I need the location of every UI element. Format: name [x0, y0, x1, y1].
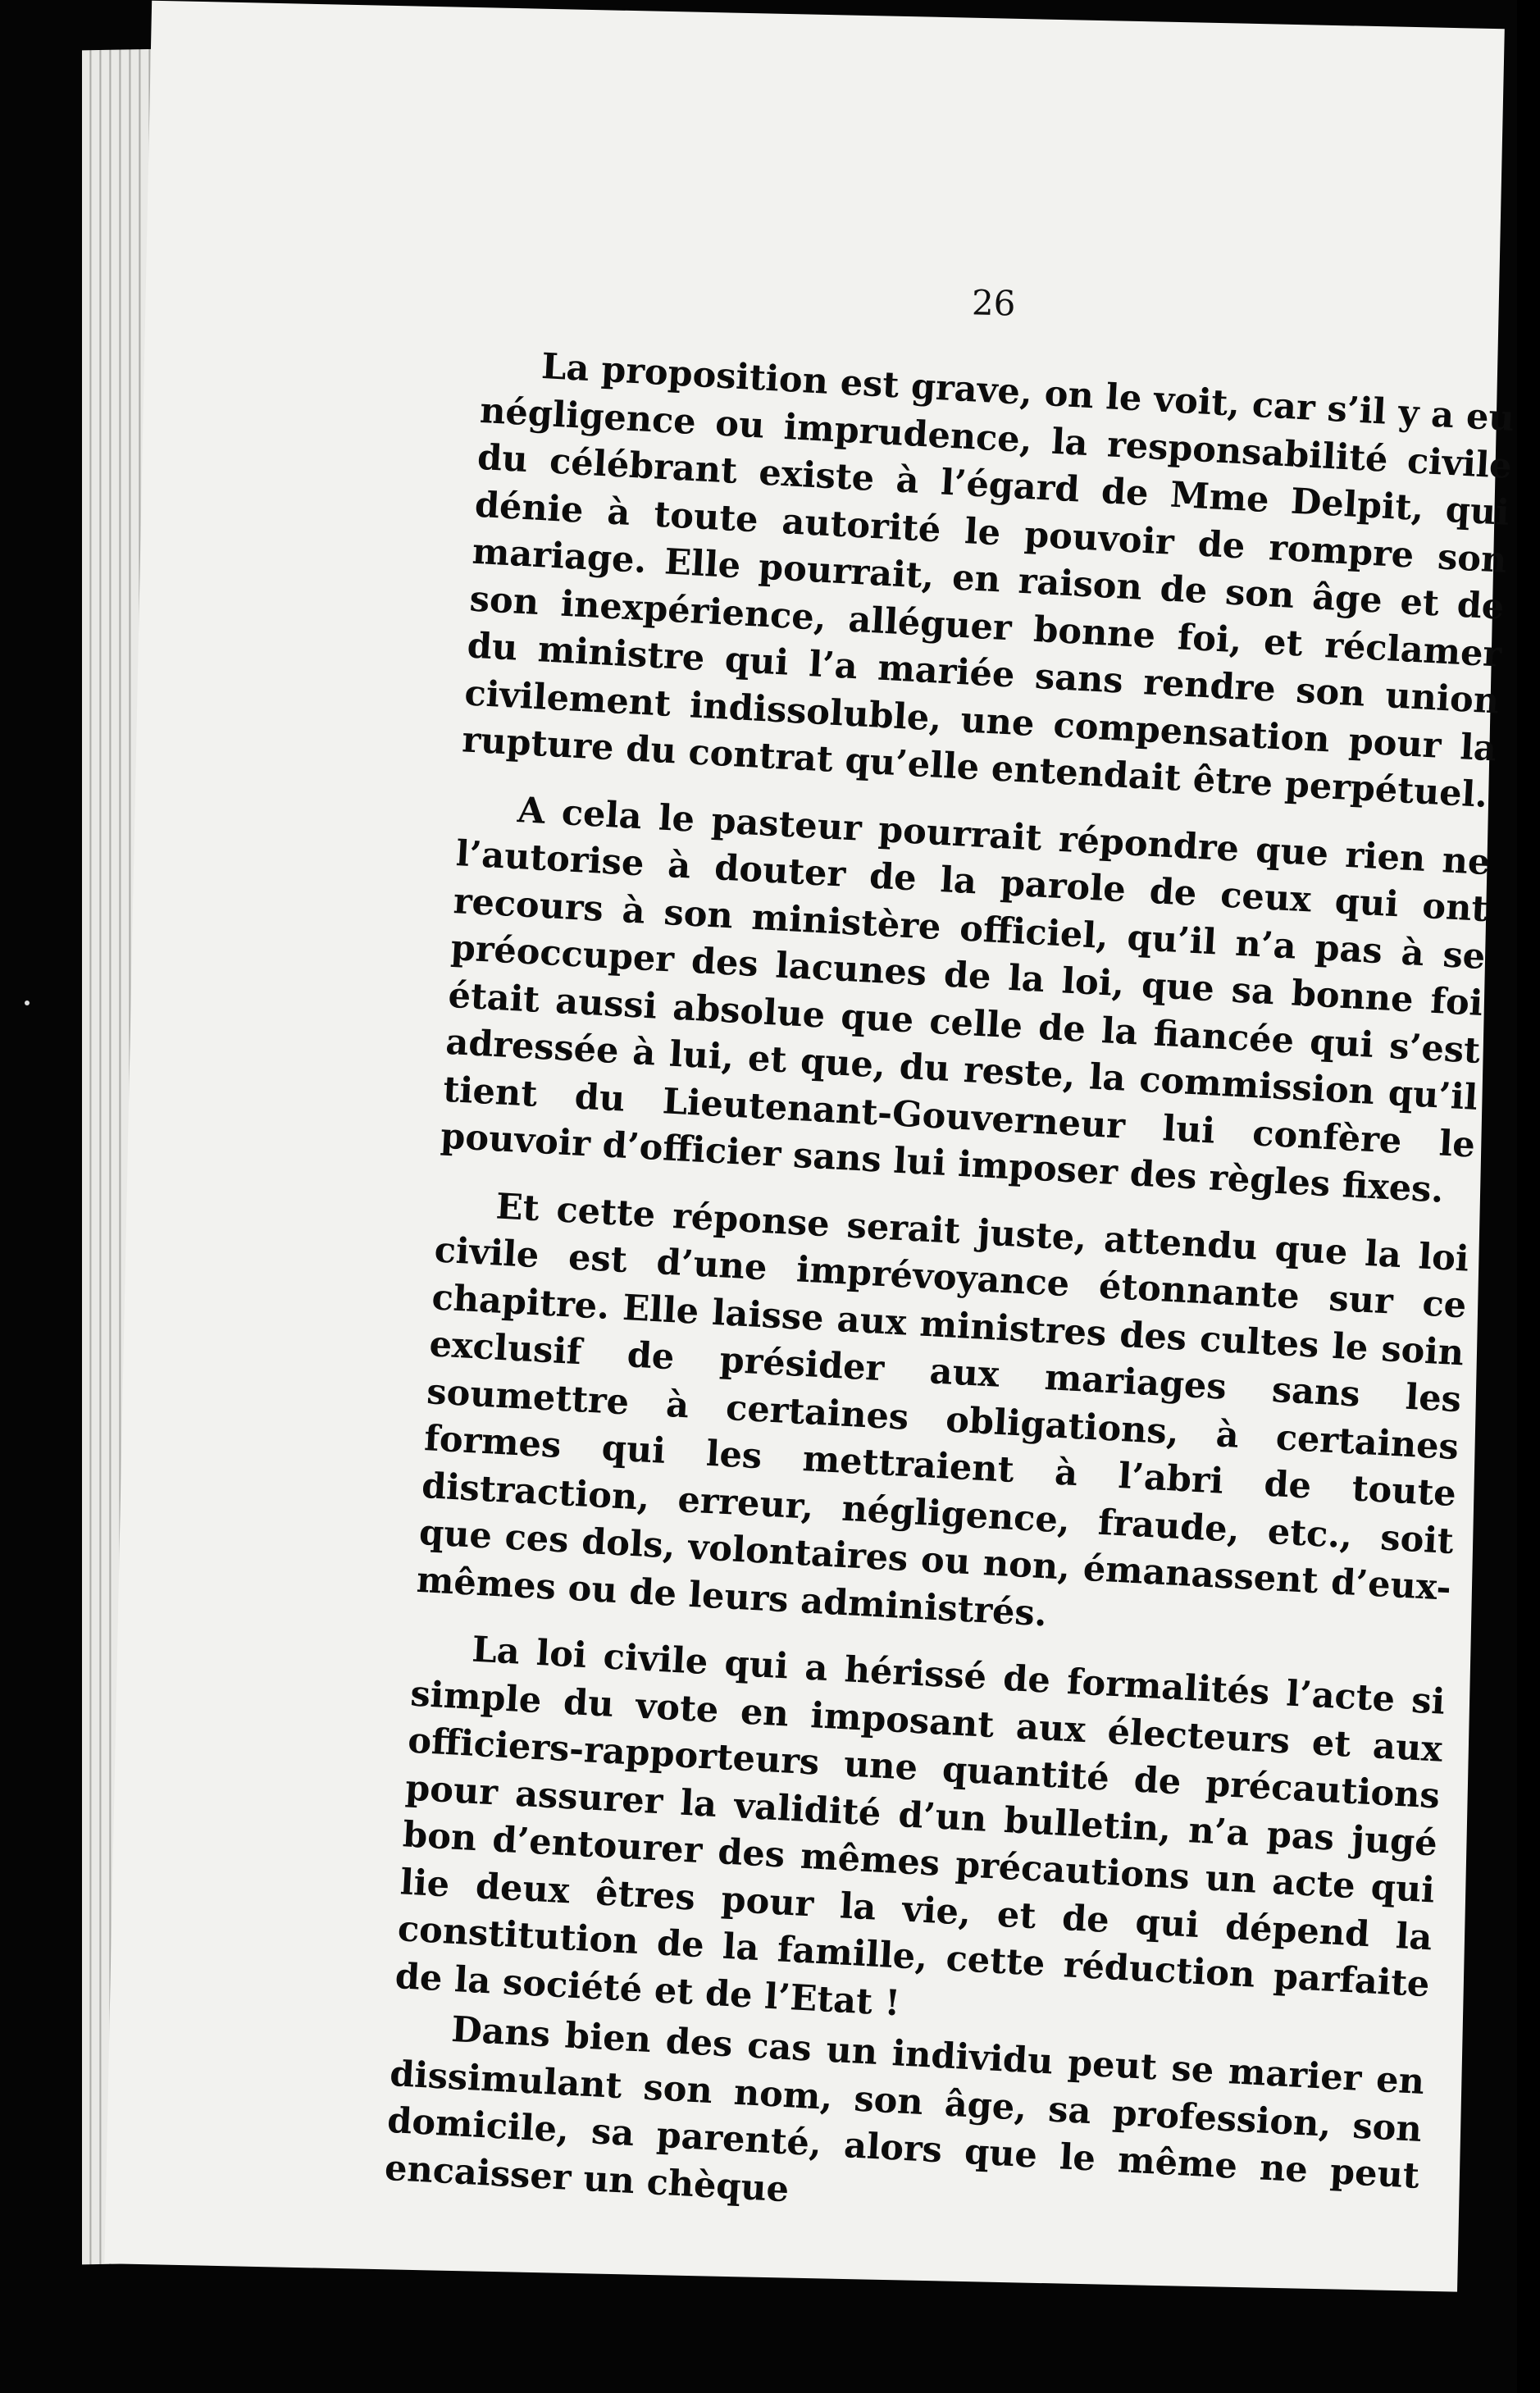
- paragraph: Et cette réponse serait juste, attendu que la loi civile est d’une imprévoyance étonnante sur ce chapitre. Elle laisse aux ministres des cultes le soin exclusif de présider aux mariages sans les soumettre à certaines obligations, à certaines formes qui les mettraient à l’abri de toute distraction, erreur, négligence, fraude, etc., soit que ces dols, volontaires ou non, émanassent d’eux-mêmes ou de leurs administrés.: [415, 1185, 1470, 1634]
- page-body: [382, 340, 1515, 2268]
- paragraph: Dans bien des cas un individu peut se marier en dissimulant son nom, son âge, sa profession, son domicile, sa parenté, alors que le même ne peut encaisser un chèque: [383, 2008, 1426, 2210]
- paragraph: La proposition est grave, on le voit, car s’il y a eu négligence ou imprudence, la responsabilité civile du célébrant existe à l’égard de Mme Delpit, qui dénie à toute autorité le pouvoir de rompre son mariage. Elle pourrait, en raison de son âge et de son inexpérience, alléguer bonne foi, et réclamer du ministre qui l’a mariée sans rendre son union civilement indissoluble, une compensation pour la rupture du contrat qu’elle entendait être perpétuel.: [461, 345, 1515, 816]
- paragraph: A cela le pasteur pourrait répondre que rien ne l’autorise à douter de la parole de ceux qui ont recours à son ministère officiel, qu’il n’a pas à se préoccuper des lacunes de la loi, que sa bonne foi était aussi absolue que celle de la fiancée qui s’est adressée à lui, et que, du reste, la commission qu’il tient du Lieutenant-Gouverneur lui confère le pouvoir d’officier sans lui imposer des règles fixes.: [440, 789, 1492, 1211]
- scan-border: [1517, 0, 1540, 2393]
- scan-speck: [25, 1001, 30, 1005]
- page-number: 26: [971, 282, 1016, 324]
- paragraph: La loi civile qui a hérissé de formalités l’acte si simple du vote en imposant aux électeurs et aux officiers-rapporteurs une quantité de précautions pour assurer la validité d’un bulletin, n’a pas jugé bon d’entourer des mêmes précautions un acte qui lie deux êtres pour la vie, et de qui dépend la constitution de la famille, cette réduction parfaite de la société et de l’Etat !: [394, 1629, 1447, 2024]
